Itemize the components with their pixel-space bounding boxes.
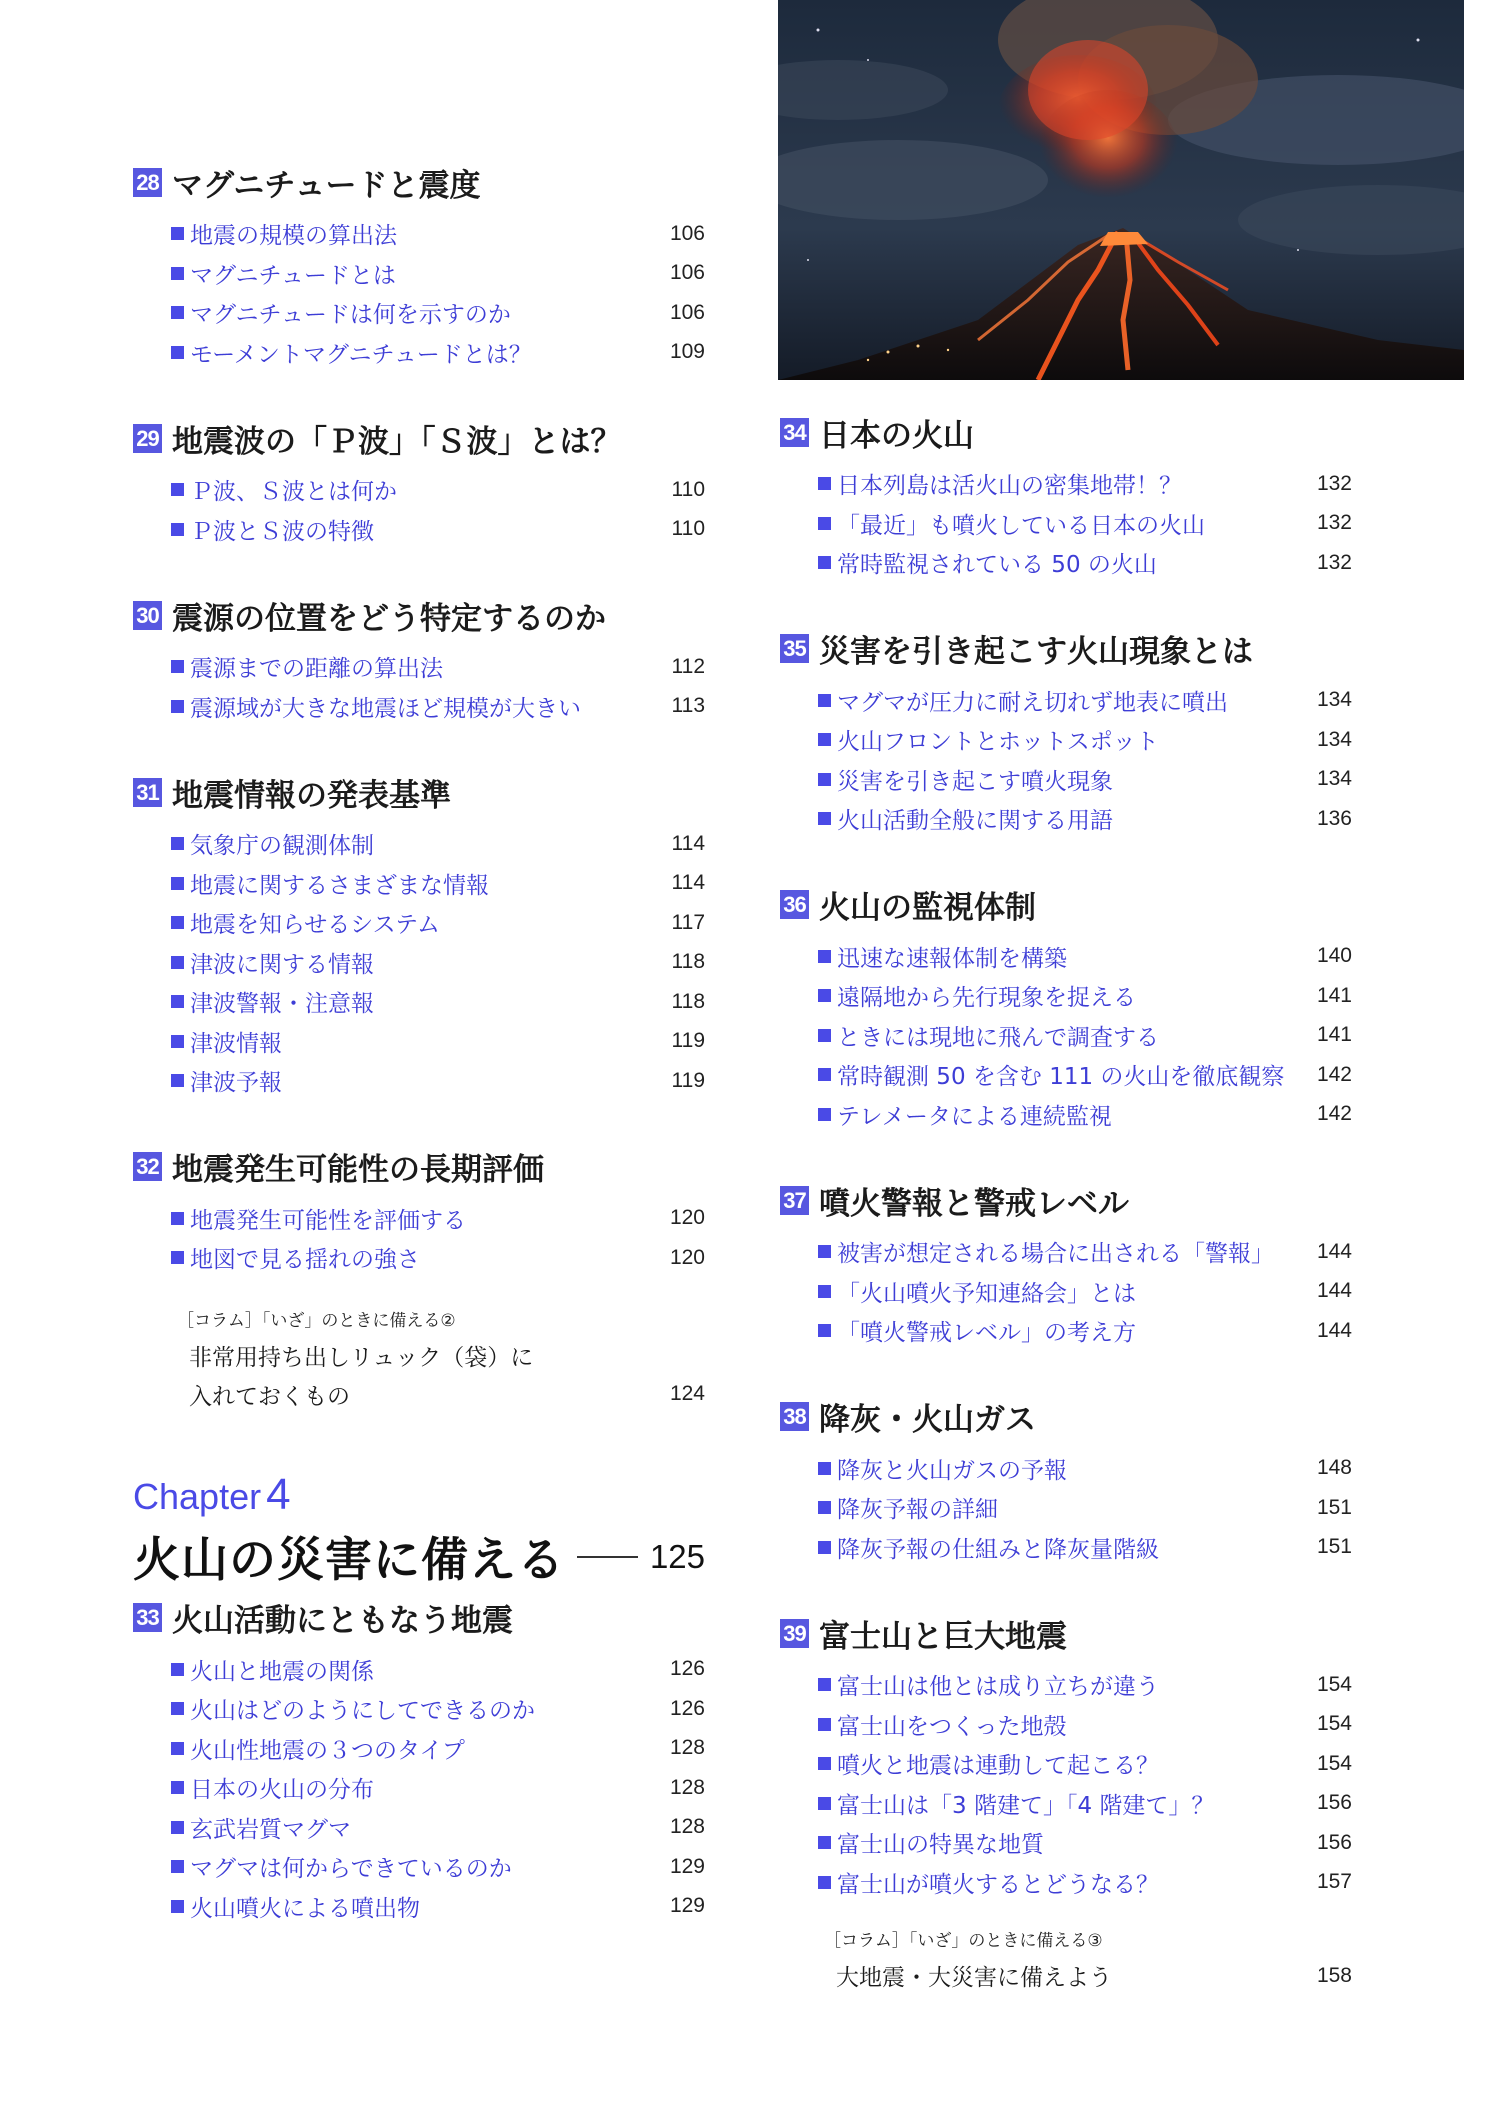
- toc-entry[interactable]: [133, 1808, 705, 1848]
- section-heading[interactable]: [133, 770, 705, 814]
- toc-entry[interactable]: [780, 1784, 1352, 1824]
- square-bullet-icon: [818, 1462, 831, 1475]
- entry-title: 火山フロントとホットスポット: [837, 729, 1159, 756]
- toc-entry[interactable]: [780, 1705, 1352, 1745]
- square-bullet-icon: [818, 812, 831, 825]
- column-page: 124: [669, 1382, 705, 1405]
- entry-title: 地震発生可能性を評価する: [190, 1207, 466, 1234]
- toc-section-34: [780, 410, 1352, 583]
- column-title: 非常用持ち出しリュック（袋）に: [189, 1344, 534, 1371]
- square-bullet-icon: [818, 1108, 831, 1121]
- entry-page: 144: [1316, 1279, 1352, 1303]
- toc-entry[interactable]: [133, 510, 705, 550]
- entry-page: 132: [1316, 550, 1352, 574]
- chapter-label: [133, 1466, 705, 1524]
- square-bullet-icon: [818, 1068, 831, 1081]
- section-number-badge: 32: [133, 1152, 162, 1181]
- square-bullet-icon: [171, 1781, 184, 1794]
- square-bullet-icon: [818, 1876, 831, 1889]
- entry-title: 震源までの距離の算出法: [190, 656, 443, 683]
- entry-title: 被害が想定される場合に出される「警報」: [837, 1241, 1274, 1268]
- square-bullet-icon: [171, 1702, 184, 1715]
- toc-entry[interactable]: [133, 824, 705, 864]
- entry-title: 火山活動全般に関する用語: [837, 808, 1113, 835]
- chapter-title-row: [133, 1524, 705, 1590]
- toc-entry[interactable]: [780, 1665, 1352, 1705]
- square-bullet-icon: [818, 773, 831, 786]
- column-entry[interactable]: [133, 1306, 705, 1414]
- toc-entry[interactable]: [780, 976, 1352, 1016]
- square-bullet-icon: [818, 477, 831, 490]
- square-bullet-icon: [171, 916, 184, 929]
- toc-entry[interactable]: [133, 1061, 705, 1101]
- entry-page: 136: [1316, 806, 1352, 830]
- entry-title: 「火山噴火予知連絡会」とは: [837, 1280, 1136, 1307]
- toc-entry[interactable]: [780, 1488, 1352, 1528]
- entry-page: 144: [1316, 1318, 1352, 1342]
- entry-title: 迅速な速報体制を構築: [837, 945, 1067, 972]
- entry-title: 玄武岩質マグマ: [190, 1816, 351, 1843]
- entry-page: 140: [1316, 944, 1352, 968]
- section-heading[interactable]: [780, 1611, 1352, 1655]
- square-bullet-icon: [818, 1029, 831, 1042]
- square-bullet-icon: [171, 956, 184, 969]
- entry-title: 降灰予報の詳細: [837, 1497, 998, 1524]
- entry-page: 156: [1316, 1830, 1352, 1854]
- section-heading[interactable]: [780, 1178, 1352, 1222]
- entry-title: 津波警報・注意報: [190, 991, 374, 1018]
- toc-entry[interactable]: [133, 1199, 705, 1239]
- toc-entry[interactable]: [133, 214, 705, 254]
- square-bullet-icon: [171, 1742, 184, 1755]
- section-heading[interactable]: [133, 416, 705, 460]
- column-title-line: [780, 1956, 1352, 1995]
- entry-title: 火山噴火による噴出物: [190, 1895, 420, 1922]
- entry-page: 129: [669, 1894, 705, 1918]
- entry-title: 富士山が噴火するとどうなる？: [837, 1871, 1159, 1898]
- entry-title: 地震を知らせるシステム: [190, 912, 441, 939]
- square-bullet-icon: [171, 267, 184, 280]
- chapter-heading[interactable]: [133, 1466, 705, 1590]
- toc-entry[interactable]: [133, 864, 705, 904]
- chapter-number: 4: [266, 1469, 291, 1519]
- entry-page: 132: [1316, 511, 1352, 535]
- toc-entry[interactable]: [133, 1887, 705, 1927]
- entry-page: 110: [671, 517, 705, 541]
- toc-entry[interactable]: [780, 681, 1352, 721]
- entry-page: 119: [671, 1029, 705, 1053]
- toc-entry[interactable]: [780, 464, 1352, 504]
- column-entry[interactable]: [780, 1926, 1352, 1995]
- toc-entry[interactable]: [133, 470, 705, 510]
- square-bullet-icon: [171, 995, 184, 1008]
- chapter-rule: [577, 1556, 638, 1558]
- toc-entry[interactable]: [780, 1449, 1352, 1489]
- entry-title: 富士山をつくった地殻: [837, 1713, 1067, 1740]
- entry-title: Ｐ波とＳ波の特徴: [190, 518, 374, 545]
- column-label: ［コラム］「いざ」のときに備える③: [824, 1931, 1103, 1951]
- entry-page: 114: [671, 831, 705, 855]
- entry-page: 151: [1316, 1495, 1352, 1519]
- chapter-word: Chapter: [133, 1475, 262, 1517]
- square-bullet-icon: [818, 950, 831, 963]
- toc-section-32: [133, 1145, 705, 1278]
- square-bullet-icon: [171, 1900, 184, 1913]
- toc-entry[interactable]: [780, 1016, 1352, 1056]
- section-heading[interactable]: [133, 1596, 705, 1640]
- section-title: 地震波の「Ｐ波」「Ｓ波」とは？: [172, 423, 622, 460]
- section-number-badge: 28: [133, 168, 162, 197]
- square-bullet-icon: [818, 694, 831, 707]
- toc-right-column: [780, 410, 1352, 2047]
- toc-section-37: [780, 1178, 1352, 1351]
- toc-section-36: [780, 883, 1352, 1135]
- square-bullet-icon: [171, 483, 184, 496]
- toc-entry[interactable]: [133, 1689, 705, 1729]
- entry-title: テレメータによる連続監視: [837, 1103, 1112, 1130]
- section-number-badge: 30: [133, 601, 162, 630]
- square-bullet-icon: [171, 1251, 184, 1264]
- entry-title: マグニチュードとは: [190, 262, 396, 289]
- toc-entry[interactable]: [133, 333, 705, 373]
- square-bullet-icon: [818, 989, 831, 1002]
- entry-page: 117: [671, 910, 705, 934]
- section-title: 地震発生可能性の長期評価: [172, 1152, 544, 1188]
- toc-entry[interactable]: [133, 1022, 705, 1062]
- section-title: 降灰・火山ガス: [819, 1402, 1036, 1438]
- entry-title: 地震の規模の算出法: [190, 223, 397, 250]
- entry-page: 157: [1316, 1870, 1352, 1894]
- entry-page: 154: [1316, 1712, 1352, 1736]
- entry-page: 106: [669, 300, 705, 324]
- column-title-line: [133, 1336, 705, 1375]
- square-bullet-icon: [171, 1860, 184, 1873]
- toc-entry[interactable]: [133, 254, 705, 294]
- toc-entry[interactable]: [133, 1768, 705, 1808]
- square-bullet-icon: [171, 1212, 184, 1225]
- entry-title: 常時観測 50 を含む 111 の火山を徹底観察: [837, 1064, 1285, 1091]
- square-bullet-icon: [818, 1678, 831, 1691]
- entry-page: 106: [669, 261, 705, 285]
- section-heading[interactable]: [780, 627, 1352, 671]
- entry-title: 日本列島は活火山の密集地帯！？: [837, 473, 1182, 500]
- square-bullet-icon: [818, 1285, 831, 1298]
- toc-entry[interactable]: [133, 1729, 705, 1769]
- toc-entry[interactable]: [133, 1847, 705, 1887]
- toc-section-38: [780, 1395, 1352, 1568]
- entry-page: 129: [669, 1854, 705, 1878]
- toc-entry[interactable]: [780, 799, 1352, 839]
- section-heading[interactable]: [780, 1395, 1352, 1439]
- square-bullet-icon: [171, 1074, 184, 1087]
- toc-section-39: [780, 1611, 1352, 1902]
- section-number-badge: 33: [133, 1603, 162, 1632]
- section-heading[interactable]: [133, 1145, 705, 1189]
- toc-entry[interactable]: [133, 982, 705, 1022]
- section-number-badge: 31: [133, 778, 162, 807]
- entry-title: モーメントマグニチュードとは？: [190, 341, 532, 368]
- square-bullet-icon: [818, 1797, 831, 1810]
- entry-title: 降灰と火山ガスの予報: [837, 1457, 1067, 1484]
- square-bullet-icon: [818, 1501, 831, 1514]
- section-title: 災害を引き起こす火山現象とは: [819, 634, 1253, 670]
- entry-title: マグマは何からできているのか: [190, 1856, 512, 1883]
- square-bullet-icon: [171, 306, 184, 319]
- entry-title: 地震に関するさまざまな情報: [190, 872, 489, 899]
- column-page: 158: [1316, 1963, 1352, 1987]
- toc-entry[interactable]: [780, 1863, 1352, 1903]
- entry-title: 気象庁の観測体制: [190, 833, 374, 860]
- section-title: 火山の監視体制: [819, 890, 1036, 926]
- toc-entry[interactable]: [780, 543, 1352, 583]
- entry-title: 火山性地震の３つのタイプ: [190, 1737, 465, 1764]
- entry-title: 遠隔地から先行現象を捉える: [837, 985, 1136, 1012]
- entry-page: 142: [1316, 1102, 1352, 1126]
- section-title: 富士山と巨大地震: [819, 1618, 1067, 1655]
- section-number-badge: 37: [780, 1186, 809, 1215]
- square-bullet-icon: [818, 1324, 831, 1337]
- section-title: 震源の位置をどう特定するのか: [172, 600, 606, 637]
- entry-title: マグニチュードは何を示すのか: [190, 302, 511, 329]
- entry-title: 災害を引き起こす噴火現象: [837, 768, 1113, 795]
- toc-entry[interactable]: [133, 1238, 705, 1278]
- column-title: 入れておくもの: [189, 1383, 350, 1410]
- square-bullet-icon: [818, 1541, 831, 1554]
- square-bullet-icon: [818, 1757, 831, 1770]
- toc-section-35: [780, 627, 1352, 839]
- toc-section-28: [133, 160, 705, 372]
- section-title: 地震情報の発表基準: [172, 777, 451, 814]
- square-bullet-icon: [818, 1836, 831, 1849]
- volcano-illustration: [778, 0, 1464, 380]
- entry-title: 「最近」も噴火している日本の火山: [837, 512, 1205, 539]
- toc-entry[interactable]: [780, 1528, 1352, 1568]
- section-heading[interactable]: [780, 883, 1352, 927]
- entry-title: 津波予報: [190, 1070, 282, 1097]
- section-number-badge: 35: [780, 634, 809, 663]
- toc-entry[interactable]: [780, 1055, 1352, 1095]
- entry-page: 126: [669, 1657, 705, 1681]
- toc-entry[interactable]: [780, 760, 1352, 800]
- square-bullet-icon: [171, 1035, 184, 1048]
- square-bullet-icon: [818, 733, 831, 746]
- section-title: マグニチュードと震度: [172, 167, 481, 204]
- toc-section-33: [133, 1596, 705, 1927]
- entry-title: 日本の火山の分布: [190, 1777, 374, 1804]
- entry-title: 富士山は他とは成り立ちが違う: [837, 1674, 1159, 1701]
- toc-entry[interactable]: [780, 1311, 1352, 1351]
- entry-page: 134: [1316, 727, 1352, 751]
- entry-page: 120: [669, 1245, 705, 1269]
- square-bullet-icon: [171, 877, 184, 890]
- square-bullet-icon: [171, 700, 184, 713]
- section-heading[interactable]: [133, 593, 705, 637]
- section-number-badge: 39: [780, 1619, 809, 1648]
- entry-title: マグマが圧力に耐え切れず地表に噴出: [837, 689, 1228, 716]
- entry-page: 126: [669, 1696, 705, 1720]
- toc-entry[interactable]: [780, 1095, 1352, 1135]
- column-label: ［コラム］「いざ」のときに備える②: [177, 1310, 456, 1331]
- section-heading[interactable]: [133, 160, 705, 204]
- square-bullet-icon: [818, 1245, 831, 1258]
- entry-title: ときには現地に飛んで調査する: [837, 1024, 1159, 1051]
- entry-page: 141: [1316, 983, 1352, 1007]
- toc-section-29: [133, 416, 705, 549]
- toc-entry[interactable]: [780, 504, 1352, 544]
- entry-title: 降灰予報の仕組みと降灰量階級: [837, 1536, 1159, 1563]
- column-title-line: [133, 1375, 705, 1414]
- square-bullet-icon: [818, 1718, 831, 1731]
- toc-section-31: [133, 770, 705, 1101]
- toc-entry[interactable]: [780, 720, 1352, 760]
- toc-entry[interactable]: [133, 1650, 705, 1690]
- column-title: 大地震・大災害に備えよう: [836, 1965, 1112, 1991]
- entry-title: Ｐ波、Ｓ波とは何か: [190, 479, 397, 506]
- toc-entry[interactable]: [133, 943, 705, 983]
- entry-page: 112: [671, 654, 705, 678]
- entry-page: 142: [1316, 1062, 1352, 1086]
- square-bullet-icon: [171, 660, 184, 673]
- entry-page: 154: [1316, 1751, 1352, 1775]
- entry-page: 134: [1316, 688, 1352, 712]
- entry-page: 141: [1316, 1023, 1352, 1047]
- square-bullet-icon: [171, 837, 184, 850]
- entry-page: 128: [669, 1736, 705, 1760]
- entry-page: 128: [669, 1775, 705, 1799]
- entry-title: 常時監視されている 50 の火山: [837, 552, 1157, 579]
- section-heading[interactable]: [780, 410, 1352, 454]
- erupting-volcano-photo: [778, 0, 1464, 380]
- square-bullet-icon: [171, 1663, 184, 1676]
- entry-title: 津波情報: [190, 1030, 282, 1057]
- section-number-badge: 36: [780, 890, 809, 919]
- entry-page: 144: [1316, 1239, 1352, 1263]
- entry-page: 113: [671, 694, 705, 718]
- entry-title: 富士山の特異な地質: [837, 1832, 1044, 1859]
- square-bullet-icon: [818, 517, 831, 530]
- entry-page: 110: [671, 477, 705, 501]
- entry-page: 118: [671, 989, 705, 1013]
- chapter-page: 125: [649, 1537, 705, 1575]
- section-title: 噴火警報と警戒レベル: [819, 1185, 1129, 1222]
- toc-entry[interactable]: [133, 293, 705, 333]
- square-bullet-icon: [171, 346, 184, 359]
- section-number-badge: 38: [780, 1402, 809, 1431]
- toc-entry[interactable]: [133, 687, 705, 727]
- toc-entry[interactable]: [133, 903, 705, 943]
- toc-entry[interactable]: [780, 1823, 1352, 1863]
- toc-entry[interactable]: [780, 937, 1352, 977]
- entry-title: 富士山は「3 階建て」「4 階建て」？: [837, 1792, 1215, 1819]
- toc-entry[interactable]: [780, 1232, 1352, 1272]
- section-number-badge: 34: [780, 418, 809, 447]
- toc-entry[interactable]: [780, 1744, 1352, 1784]
- entry-title: 震源域が大きな地震ほど規模が大きい: [190, 695, 581, 722]
- entry-page: 148: [1316, 1456, 1352, 1480]
- section-title: 火山活動にともなう地震: [172, 1603, 513, 1639]
- entry-title: 火山はどのようにしてできるのか: [190, 1698, 535, 1725]
- entry-title: 噴火と地震は連動して起こる？: [837, 1753, 1159, 1780]
- square-bullet-icon: [171, 523, 184, 536]
- entry-page: 120: [669, 1206, 705, 1230]
- entry-page: 106: [669, 221, 705, 245]
- entry-page: 109: [669, 340, 705, 364]
- square-bullet-icon: [818, 556, 831, 569]
- toc-entry[interactable]: [133, 647, 705, 687]
- square-bullet-icon: [171, 1821, 184, 1834]
- entry-page: 119: [671, 1068, 705, 1092]
- entry-page: 114: [671, 871, 705, 895]
- entry-page: 156: [1316, 1791, 1352, 1815]
- entry-title: 地図で見る揺れの強さ: [190, 1247, 420, 1274]
- section-number-badge: 29: [133, 424, 162, 453]
- entry-page: 134: [1316, 767, 1352, 791]
- entry-page: 118: [671, 950, 705, 974]
- entry-page: 151: [1316, 1535, 1352, 1559]
- entry-page: 128: [669, 1815, 705, 1839]
- toc-section-30: [133, 593, 705, 726]
- section-title: 日本の火山: [819, 417, 974, 454]
- chapter-title: 火山の災害に備える: [133, 1533, 565, 1588]
- toc-left-column: [133, 160, 705, 1970]
- toc-entry[interactable]: [780, 1272, 1352, 1312]
- entry-title: 津波に関する情報: [190, 951, 374, 978]
- entry-title: 火山と地震の関係: [190, 1658, 374, 1685]
- entry-page: 132: [1316, 471, 1352, 495]
- square-bullet-icon: [171, 227, 184, 240]
- entry-title: 「噴火警戒レベル」の考え方: [837, 1320, 1136, 1347]
- entry-page: 154: [1316, 1672, 1352, 1696]
